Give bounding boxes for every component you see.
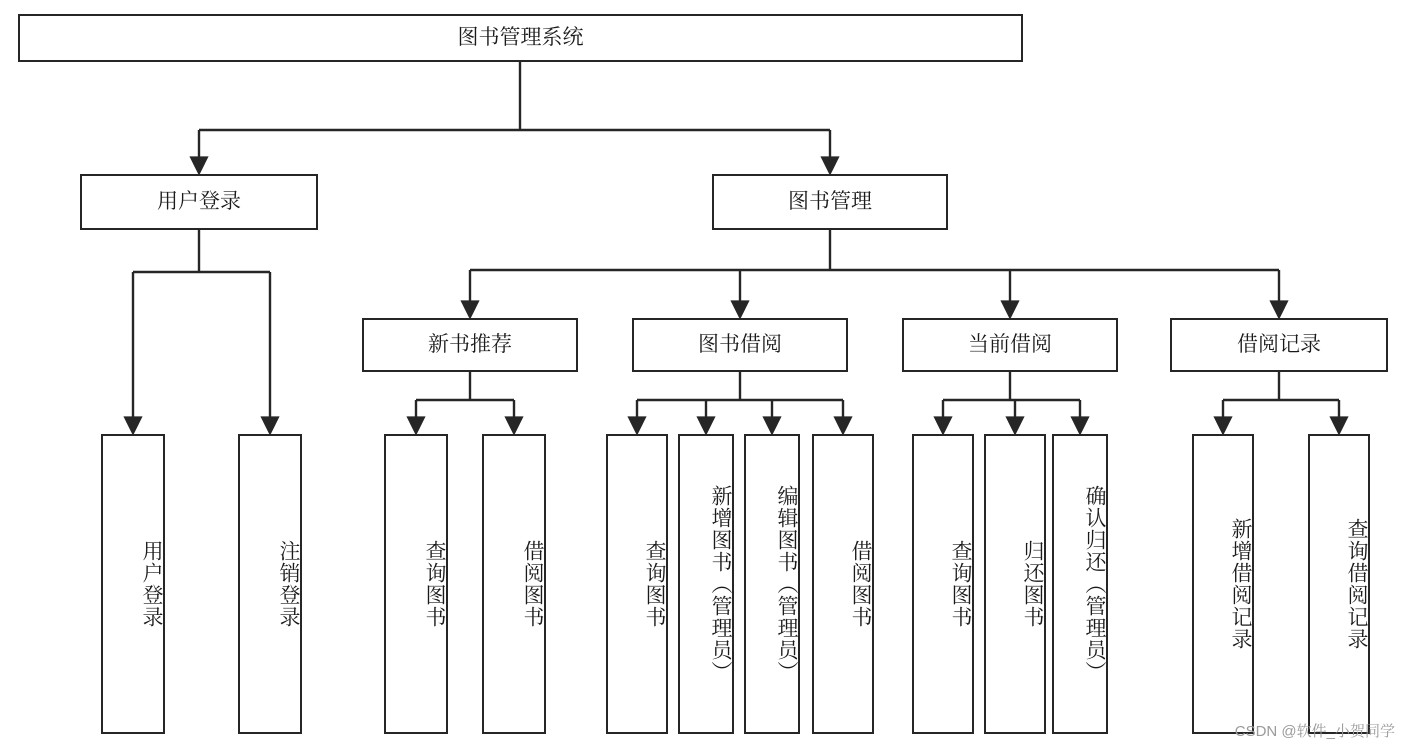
node-label: 新增图书（管理员） bbox=[709, 485, 732, 683]
node-leaf-edit-book bbox=[744, 434, 800, 734]
node-label: 查询图书 bbox=[423, 540, 446, 628]
node-leaf-add-book bbox=[678, 434, 734, 734]
node-label: 确认归还（管理员） bbox=[1083, 485, 1106, 683]
node-label: 注销登录 bbox=[277, 540, 300, 628]
node-leaf-query-book-3 bbox=[912, 434, 974, 734]
node-label: 图书管理 bbox=[788, 189, 872, 213]
node-leaf-borrow-book-1 bbox=[482, 434, 546, 734]
node-user-login bbox=[80, 174, 318, 230]
node-label: 当前借阅 bbox=[968, 332, 1052, 356]
node-leaf-query-record bbox=[1308, 434, 1370, 734]
watermark-text: CSDN @软件_小贺同学 bbox=[1234, 723, 1395, 740]
node-leaf-confirm-return bbox=[1052, 434, 1108, 734]
node-label: 归还图书 bbox=[1021, 540, 1044, 628]
node-label: 借阅记录 bbox=[1237, 332, 1321, 356]
node-label: 查询图书 bbox=[949, 540, 972, 628]
node-new-book-recommend bbox=[362, 318, 578, 372]
node-label: 新增借阅记录 bbox=[1229, 518, 1252, 650]
node-leaf-user-login bbox=[101, 434, 165, 734]
node-label: 图书管理系统 bbox=[457, 25, 584, 49]
node-book-manage bbox=[712, 174, 948, 230]
node-label: 用户登录 bbox=[140, 540, 163, 628]
node-label: 图书借阅 bbox=[698, 332, 782, 356]
node-label: 用户登录 bbox=[157, 189, 241, 213]
node-leaf-query-book-1 bbox=[384, 434, 448, 734]
node-leaf-query-book-2 bbox=[606, 434, 668, 734]
node-leaf-return-book bbox=[984, 434, 1046, 734]
node-label: 查询借阅记录 bbox=[1345, 518, 1368, 650]
node-leaf-borrow-book-2 bbox=[812, 434, 874, 734]
node-label: 编辑图书（管理员） bbox=[775, 485, 798, 683]
node-label: 借阅图书 bbox=[521, 540, 544, 628]
node-label: 借阅图书 bbox=[849, 540, 872, 628]
node-leaf-logout bbox=[238, 434, 302, 734]
node-leaf-add-record bbox=[1192, 434, 1254, 734]
node-borrow-record bbox=[1170, 318, 1388, 372]
node-root bbox=[18, 14, 1023, 62]
node-current-borrow bbox=[902, 318, 1118, 372]
node-label: 查询图书 bbox=[643, 540, 666, 628]
node-label: 新书推荐 bbox=[428, 332, 512, 356]
node-book-borrow bbox=[632, 318, 848, 372]
